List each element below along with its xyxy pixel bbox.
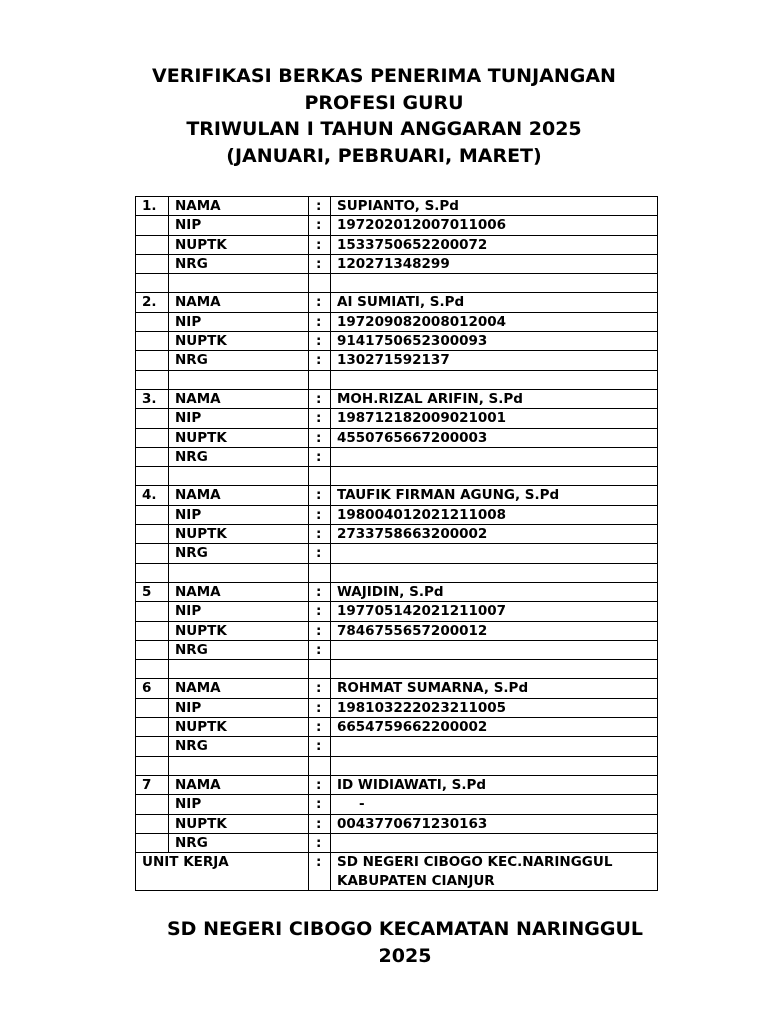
footer-school-name: SD NEGERI CIBOGO KECAMATAN NARINGGUL	[167, 918, 643, 940]
table-row-nip	[136, 602, 658, 621]
colon-separator: :	[309, 833, 331, 852]
table-row-nip	[136, 698, 658, 717]
field-label-nama: NAMA	[169, 775, 309, 794]
empty-cell	[331, 563, 658, 582]
row-number-cell	[136, 795, 169, 814]
table-row-nip	[136, 505, 658, 524]
colon-separator: :	[309, 486, 331, 505]
empty-cell	[331, 274, 658, 293]
field-label-nama: NAMA	[169, 679, 309, 698]
colon-separator: :	[309, 582, 331, 601]
field-value-nip: 198712182009021001	[331, 409, 658, 428]
table-row-nama	[136, 582, 658, 601]
row-number-cell	[136, 235, 169, 254]
field-label-nuptk: NUPTK	[169, 235, 309, 254]
field-value-nip: -	[331, 795, 658, 814]
field-label-nuptk: NUPTK	[169, 814, 309, 833]
empty-cell	[169, 563, 309, 582]
table-row-nama	[136, 775, 658, 794]
field-value-nama: ID WIDIAWATI, S.Pd	[331, 775, 658, 794]
table-row-nuptk	[136, 718, 658, 737]
empty-cell	[309, 660, 331, 679]
table-row-nip	[136, 409, 658, 428]
title-line-1: VERIFIKASI BERKAS PENERIMA TUNJANGAN	[152, 65, 616, 87]
field-value-nuptk: 6654759662200002	[331, 718, 658, 737]
field-value-nrg	[331, 544, 658, 563]
field-label-nip: NIP	[169, 409, 309, 428]
row-number-cell	[136, 332, 169, 351]
colon-separator: :	[309, 640, 331, 659]
empty-cell	[136, 756, 169, 775]
colon-separator: :	[309, 216, 331, 235]
field-label-nama: NAMA	[169, 486, 309, 505]
field-value-nrg	[331, 640, 658, 659]
row-number-cell	[136, 351, 169, 370]
colon-separator: :	[309, 679, 331, 698]
field-label-nuptk: NUPTK	[169, 621, 309, 640]
field-label-nip: NIP	[169, 505, 309, 524]
field-value-nama: MOH.RIZAL ARIFIN, S.Pd	[331, 389, 658, 408]
row-number-cell	[136, 254, 169, 273]
row-number-cell: 4.	[136, 486, 169, 505]
colon-separator: :	[309, 795, 331, 814]
colon-separator: :	[309, 544, 331, 563]
empty-cell	[169, 660, 309, 679]
empty-cell	[169, 274, 309, 293]
colon-separator: :	[309, 853, 331, 891]
table-row-nama	[136, 197, 658, 216]
colon-separator: :	[309, 197, 331, 216]
row-number-cell	[136, 640, 169, 659]
field-label-nrg: NRG	[169, 544, 309, 563]
field-value-nuptk: 2733758663200002	[331, 525, 658, 544]
field-value-nrg: 120271348299	[331, 254, 658, 273]
row-number-cell	[136, 737, 169, 756]
colon-separator: :	[309, 602, 331, 621]
empty-cell	[169, 467, 309, 486]
row-number-cell: 5	[136, 582, 169, 601]
table-row-nrg	[136, 544, 658, 563]
row-number-cell	[136, 698, 169, 717]
field-value-nip: 197202012007011006	[331, 216, 658, 235]
field-label-nuptk: NUPTK	[169, 428, 309, 447]
row-number-cell	[136, 718, 169, 737]
empty-cell	[136, 660, 169, 679]
colon-separator: :	[309, 525, 331, 544]
colon-separator: :	[309, 775, 331, 794]
colon-separator: :	[309, 293, 331, 312]
field-value-nip: 197209082008012004	[331, 312, 658, 331]
row-number-cell: 6	[136, 679, 169, 698]
colon-separator: :	[309, 698, 331, 717]
field-label-nrg: NRG	[169, 737, 309, 756]
table-row-nuptk	[136, 525, 658, 544]
row-number-cell	[136, 428, 169, 447]
field-label-nip: NIP	[169, 216, 309, 235]
colon-separator: :	[309, 718, 331, 737]
field-value-nama: WAJIDIN, S.Pd	[331, 582, 658, 601]
table-row-nip	[136, 795, 658, 814]
empty-cell	[136, 370, 169, 389]
unit-kerja-row	[136, 853, 658, 891]
empty-cell	[169, 756, 309, 775]
colon-separator: :	[309, 737, 331, 756]
table-row-nip	[136, 312, 658, 331]
field-value-nama: TAUFIK FIRMAN AGUNG, S.Pd	[331, 486, 658, 505]
table-row-nuptk	[136, 235, 658, 254]
field-label-nama: NAMA	[169, 197, 309, 216]
field-value-nuptk: 1533750652200072	[331, 235, 658, 254]
document-title	[0, 63, 768, 169]
table-row-nuptk	[136, 814, 658, 833]
row-number-cell	[136, 814, 169, 833]
field-value-nuptk: 7846755657200012	[331, 621, 658, 640]
field-label-nama: NAMA	[169, 293, 309, 312]
empty-cell	[136, 274, 169, 293]
spacer-row	[136, 274, 658, 293]
empty-cell	[169, 370, 309, 389]
row-number-cell	[136, 216, 169, 235]
colon-separator: :	[309, 312, 331, 331]
colon-separator: :	[309, 447, 331, 466]
field-value-nrg	[331, 833, 658, 852]
table-row-nuptk	[136, 621, 658, 640]
field-label-nrg: NRG	[169, 254, 309, 273]
table-row-nama	[136, 293, 658, 312]
empty-cell	[309, 563, 331, 582]
title-line-4: (JANUARI, PEBRUARI, MARET)	[226, 144, 542, 167]
document-footer	[0, 916, 768, 970]
table-row-nama	[136, 486, 658, 505]
field-value-nrg: 130271592137	[331, 351, 658, 370]
field-value-nuptk: 0043770671230163	[331, 814, 658, 833]
teacher-verification-table	[135, 196, 658, 891]
field-label-nama: NAMA	[169, 582, 309, 601]
table-row-nrg	[136, 447, 658, 466]
field-label-nama: NAMA	[169, 389, 309, 408]
spacer-row	[136, 563, 658, 582]
table-row-nrg	[136, 351, 658, 370]
row-number-cell	[136, 602, 169, 621]
row-number-cell: 2.	[136, 293, 169, 312]
row-number-cell	[136, 544, 169, 563]
field-value-nip: 197705142021211007	[331, 602, 658, 621]
empty-cell	[331, 756, 658, 775]
field-label-nrg: NRG	[169, 447, 309, 466]
table-row-nama	[136, 389, 658, 408]
colon-separator: :	[309, 351, 331, 370]
field-value-nama: ROHMAT SUMARNA, S.Pd	[331, 679, 658, 698]
field-label-nrg: NRG	[169, 351, 309, 370]
row-number-cell	[136, 409, 169, 428]
row-number-cell	[136, 525, 169, 544]
field-value-nama: AI SUMIATI, S.Pd	[331, 293, 658, 312]
field-label-nuptk: NUPTK	[169, 332, 309, 351]
table-row-nrg	[136, 737, 658, 756]
empty-cell	[309, 756, 331, 775]
row-number-cell	[136, 833, 169, 852]
row-number-cell	[136, 621, 169, 640]
colon-separator: :	[309, 505, 331, 524]
field-label-nrg: NRG	[169, 833, 309, 852]
field-label-nrg: NRG	[169, 640, 309, 659]
field-value-nip: 198004012021211008	[331, 505, 658, 524]
table-row-nrg	[136, 640, 658, 659]
title-line-2: PROFESI GURU	[304, 91, 464, 114]
table-row-nrg	[136, 833, 658, 852]
colon-separator: :	[309, 814, 331, 833]
unit-kerja-value: SD NEGERI CIBOGO KEC.NARINGGUL KABUPATEN CIANJUR	[331, 853, 658, 891]
spacer-row	[136, 756, 658, 775]
empty-cell	[331, 660, 658, 679]
empty-cell	[331, 370, 658, 389]
field-label-nip: NIP	[169, 795, 309, 814]
colon-separator: :	[309, 254, 331, 273]
row-number-cell: 3.	[136, 389, 169, 408]
unit-kerja-label: UNIT KERJA	[136, 853, 309, 891]
empty-cell	[309, 370, 331, 389]
table-body	[136, 197, 658, 891]
table-row-nuptk	[136, 332, 658, 351]
field-value-nuptk: 9141750652300093	[331, 332, 658, 351]
spacer-row	[136, 660, 658, 679]
colon-separator: :	[309, 332, 331, 351]
empty-cell	[136, 563, 169, 582]
colon-separator: :	[309, 235, 331, 254]
spacer-row	[136, 467, 658, 486]
field-label-nuptk: NUPTK	[169, 525, 309, 544]
field-label-nip: NIP	[169, 602, 309, 621]
field-label-nip: NIP	[169, 698, 309, 717]
empty-cell	[136, 467, 169, 486]
colon-separator: :	[309, 409, 331, 428]
table-row-nrg	[136, 254, 658, 273]
colon-separator: :	[309, 428, 331, 447]
field-label-nip: NIP	[169, 312, 309, 331]
table-row-nip	[136, 216, 658, 235]
table-row-nama	[136, 679, 658, 698]
title-line-3: TRIWULAN I TAHUN ANGGARAN 2025	[186, 118, 582, 140]
row-number-cell	[136, 505, 169, 524]
footer-year: 2025	[378, 945, 432, 967]
row-number-cell	[136, 312, 169, 331]
colon-separator: :	[309, 621, 331, 640]
field-value-nrg	[331, 447, 658, 466]
field-value-nuptk: 4550765667200003	[331, 428, 658, 447]
empty-cell	[331, 467, 658, 486]
colon-separator: :	[309, 389, 331, 408]
field-label-nuptk: NUPTK	[169, 718, 309, 737]
field-value-nrg	[331, 737, 658, 756]
empty-cell	[309, 467, 331, 486]
table-row-nuptk	[136, 428, 658, 447]
spacer-row	[136, 370, 658, 389]
row-number-cell: 7	[136, 775, 169, 794]
field-value-nama: SUPIANTO, S.Pd	[331, 197, 658, 216]
field-value-nip: 198103222023211005	[331, 698, 658, 717]
empty-cell	[309, 274, 331, 293]
row-number-cell	[136, 447, 169, 466]
row-number-cell: 1.	[136, 197, 169, 216]
